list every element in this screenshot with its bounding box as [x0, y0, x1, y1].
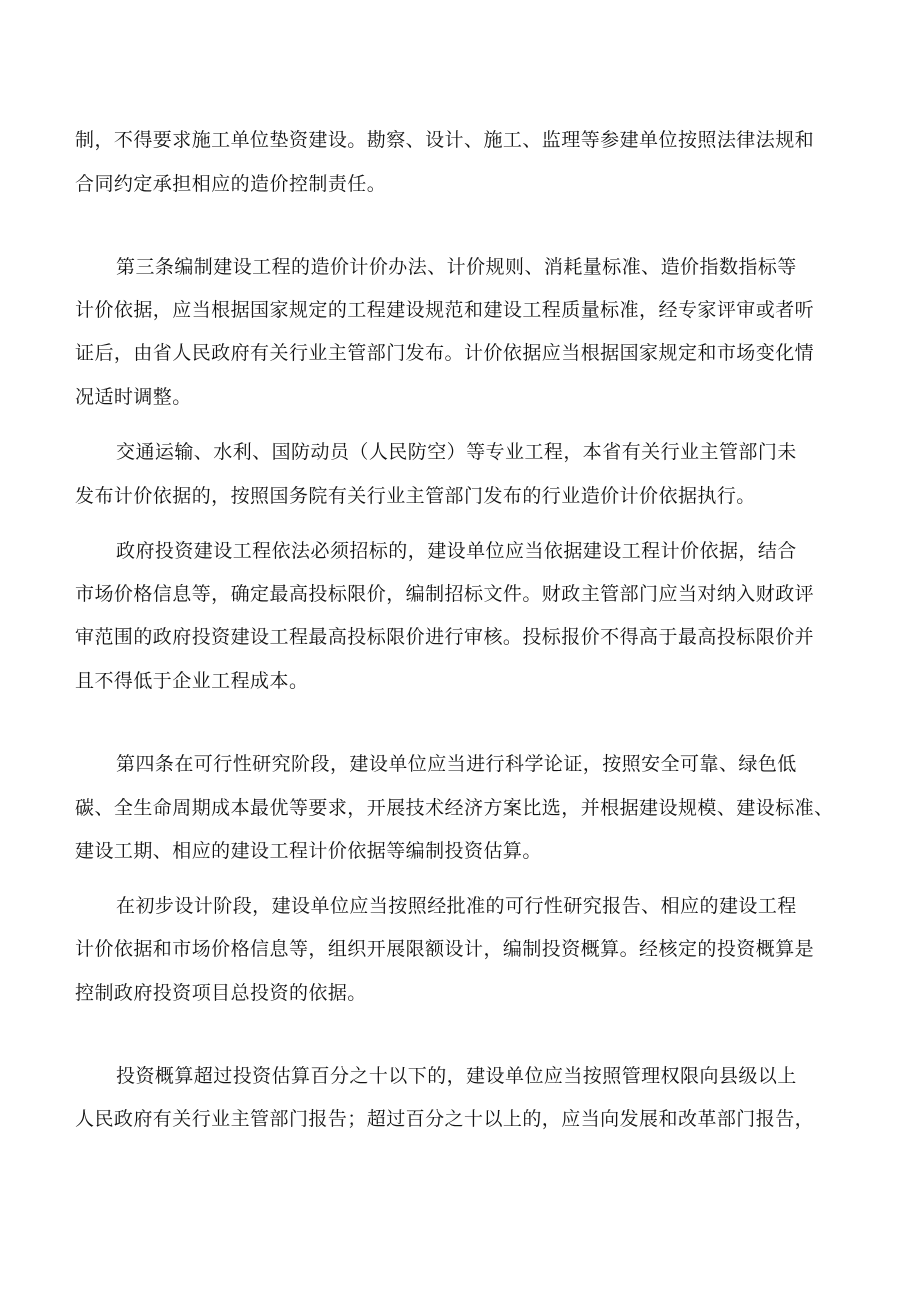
text-line-content: 建设工期、相应的建设工程计价依据等编制投资估算。: [75, 840, 542, 862]
text-line-content: 发布计价依据的，按照国务院有关行业主管部门发布的行业造价计价依据执行。: [75, 485, 756, 507]
text-line-content: 第四条在可行性研究阶段，建设单位应当进行科学论证，按照安全可靠、绿色低: [116, 753, 797, 775]
text-line-content: 碳、全生命周期成本最优等要求，开展技术经济方案比选，并根据建设规模、建设标准、: [75, 797, 834, 819]
text-line-content: 人民政府有关行业主管部门报告；超过百分之十以上的，应当向发展和改革部门报告，: [75, 1108, 815, 1130]
text-line-content: 制，不得要求施工单位垫资建设。勘察、设计、施工、监理等参建单位按照法律法规和: [75, 129, 815, 151]
text-line-content: 控制政府投资项目总投资的依据。: [75, 982, 367, 1004]
text-line-content: 况适时调整。: [75, 386, 192, 408]
text-line-content: 市场价格信息等，确定最高投标限价，编制招标文件。财政主管部门应当对纳入财政评: [75, 583, 815, 605]
text-line-content: 合同约定承担相应的造价控制责任。: [75, 173, 387, 195]
text-line-content: 计价依据，应当根据国家规定的工程建设规范和建设工程质量标准，经专家评审或者听: [75, 299, 815, 321]
text-line-content: 审范围的政府投资建设工程最高投标限价进行审核。投标报价不得高于最高投标限价并: [75, 626, 815, 648]
text-line-content: 计价依据和市场价格信息等，组织开展限额设计，编制投资概算。经核定的投资概算是: [75, 938, 815, 960]
text-line-content: 投资概算超过投资估算百分之十以下的，建设单位应当按照管理权限向县级以上: [116, 1065, 797, 1087]
text-line-content: 政府投资建设工程依法必须招标的，建设单位应当依据建设工程计价依据，结合: [116, 540, 797, 562]
text-line-content: 证后，由省人民政府有关行业主管部门发布。计价依据应当根据国家规定和市场变化情: [75, 342, 815, 364]
text-line-content: 交通运输、水利、国防动员（人民防空）等专业工程，本省有关行业主管部门未: [116, 441, 797, 463]
text-line-content: 在初步设计阶段，建设单位应当按照经批准的可行性研究报告、相应的建设工程: [116, 895, 797, 917]
text-line-content: 第三条编制建设工程的造价计价办法、计价规则、消耗量标准、造价指数指标等: [116, 256, 797, 278]
text-line-content: 且不得低于企业工程成本。: [75, 670, 309, 692]
